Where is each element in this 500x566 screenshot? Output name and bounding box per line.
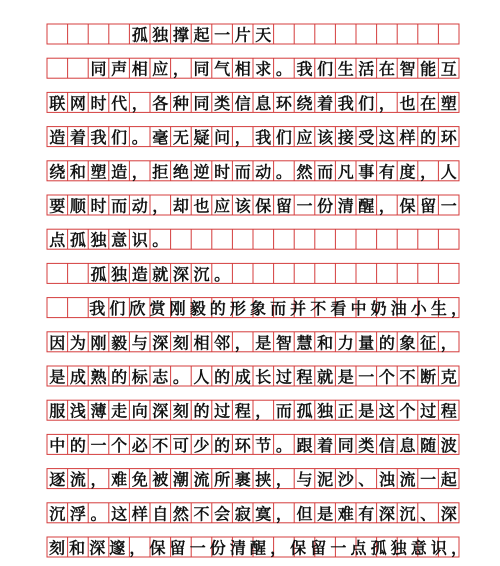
essay-character: 不	[310, 299, 327, 319]
essay-character: 过	[275, 367, 292, 387]
essay-character: 们	[358, 93, 375, 113]
essay-character: 独	[152, 25, 169, 45]
essay-character: 留	[420, 196, 437, 216]
essay-character: 相	[131, 59, 148, 79]
essay-character: ，	[275, 504, 292, 524]
essay-character: 然	[296, 162, 313, 182]
essay-character: 象	[399, 333, 416, 353]
essay-character: ，	[131, 93, 148, 113]
essay-character: 一	[214, 25, 231, 45]
essay-character: 这	[378, 401, 395, 421]
essay-character: 志	[152, 367, 169, 387]
essay-character: 留	[310, 538, 327, 558]
essay-character: 的	[209, 299, 226, 319]
essay-character: 智	[399, 59, 416, 79]
essay-character: 一	[296, 196, 313, 216]
essay-character: 标	[131, 367, 148, 387]
essay-character: 该	[317, 128, 334, 148]
essay-character: 深	[152, 401, 169, 421]
essay-character: 深	[440, 504, 457, 524]
essay-character: 跟	[296, 435, 313, 455]
essay-character: 。	[275, 435, 292, 455]
essay-character: 过	[420, 401, 437, 421]
essay-character: ，	[255, 401, 272, 421]
essay-character: 片	[234, 25, 251, 45]
essay-character: 浊	[378, 470, 395, 490]
essay-character: 塑	[90, 162, 107, 182]
essay-character: 欣	[129, 299, 146, 319]
essay-character: 深	[152, 333, 169, 353]
essay-character: ，	[152, 196, 169, 216]
essay-character: 却	[172, 196, 189, 216]
essay-character: 免	[131, 470, 148, 490]
essay-character: ，	[234, 128, 251, 148]
essay-character: 信	[234, 93, 251, 113]
essay-character: 刻	[172, 333, 189, 353]
essay-character: ，	[450, 538, 467, 558]
essay-character: 沉	[399, 504, 416, 524]
essay-character: 度	[399, 162, 416, 182]
essay-character: 点	[350, 538, 367, 558]
essay-character: 应	[214, 196, 231, 216]
essay-character: 。	[214, 264, 231, 284]
essay-character: 不	[399, 367, 416, 387]
essay-character: 绕	[296, 93, 313, 113]
essay-character: 、	[358, 470, 375, 490]
essay-character: 时	[90, 196, 107, 216]
essay-character: 各	[152, 93, 169, 113]
essay-character: 赏	[149, 299, 166, 319]
essay-character: 孤	[131, 25, 148, 45]
essay-character: 造	[49, 128, 66, 148]
essay-character: 过	[214, 401, 231, 421]
essay-character: 沉	[193, 264, 210, 284]
essay-character: 可	[172, 435, 189, 455]
essay-character: 时	[214, 162, 231, 182]
essay-character: 要	[49, 196, 66, 216]
essay-character: 邻	[214, 333, 231, 353]
essay-character: 有	[378, 162, 395, 182]
essay-character: 人	[440, 162, 457, 182]
essay-character: 网	[69, 93, 86, 113]
essay-character: 泥	[317, 470, 334, 490]
essay-character: 声	[111, 59, 128, 79]
essay-character: 并	[290, 299, 307, 319]
essay-character: 疑	[193, 128, 210, 148]
essay-character: 成	[69, 367, 86, 387]
essay-character: 征	[420, 333, 437, 353]
essay-character: 断	[420, 367, 437, 387]
essay-character: 自	[152, 504, 169, 524]
essay-character: 潮	[172, 470, 189, 490]
essay-character: 而	[234, 162, 251, 182]
essay-character: 保	[255, 196, 272, 216]
essay-character: 动	[255, 162, 272, 182]
essay-character: ，	[131, 162, 148, 182]
essay-character: 相	[193, 333, 210, 353]
essay-character: 而	[111, 196, 128, 216]
essay-character: 同	[90, 59, 107, 79]
essay-character: ，	[378, 196, 395, 216]
essay-character: ，	[440, 333, 457, 353]
essay-character: 有	[358, 504, 375, 524]
essay-character: 难	[111, 470, 128, 490]
essay-character: ，	[129, 538, 146, 558]
essay-character: 保	[399, 196, 416, 216]
essay-character: 一	[440, 196, 457, 216]
essay-character: 我	[337, 93, 354, 113]
essay-character: 刻	[172, 401, 189, 421]
essay-character: 沙	[337, 470, 354, 490]
essay-character: 深	[89, 538, 106, 558]
essay-character: 们	[109, 299, 126, 319]
essay-character: 点	[49, 230, 66, 250]
essay-character: 薄	[90, 401, 107, 421]
essay-character: 浅	[69, 401, 86, 421]
essay-character: 寂	[234, 504, 251, 524]
essay-character: 在	[420, 93, 437, 113]
essay-character: 成	[234, 367, 251, 387]
essay-character: 刻	[49, 538, 66, 558]
essay-character: 着	[317, 435, 334, 455]
essay-character: 油	[390, 299, 407, 319]
essay-character: 事	[358, 162, 375, 182]
essay-character: 留	[169, 538, 186, 558]
essay-character: ，	[90, 470, 107, 490]
essay-character: 。	[275, 59, 292, 79]
essay-character: 程	[234, 401, 251, 421]
essay-character: 时	[90, 93, 107, 113]
essay-character: 和	[69, 538, 86, 558]
essay-character: 量	[358, 333, 375, 353]
essay-character: 求	[255, 59, 272, 79]
essay-character: 慧	[296, 333, 313, 353]
essay-character: 然	[172, 504, 189, 524]
essay-character: 独	[111, 264, 128, 284]
essay-character: 而	[275, 401, 292, 421]
essay-character: 代	[111, 93, 128, 113]
essay-character: 无	[172, 128, 189, 148]
essay-character: 撑	[172, 25, 189, 45]
essay-character: 们	[275, 128, 292, 148]
essay-character: 浮	[69, 504, 86, 524]
essay-character: 应	[296, 128, 313, 148]
essay-character: 类	[214, 93, 231, 113]
essay-character: 孤	[296, 401, 313, 421]
essay-character: 着	[317, 93, 334, 113]
essay-character: 环	[275, 93, 292, 113]
essay-character: 造	[111, 162, 128, 182]
essay-character: 信	[378, 435, 395, 455]
essay-character: 智	[275, 333, 292, 353]
essay-character: 力	[337, 333, 354, 353]
essay-character: 拒	[152, 162, 169, 182]
essay-character: 而	[270, 299, 287, 319]
essay-character: 毅	[111, 333, 128, 353]
essay-character: ，	[378, 93, 395, 113]
essay-character: 意	[111, 230, 128, 250]
essay-character: 能	[420, 59, 437, 79]
essay-character: 保	[290, 538, 307, 558]
essay-character: 塑	[440, 93, 457, 113]
essay-character: ，	[234, 333, 251, 353]
essay-character: 正	[337, 401, 354, 421]
essay-character: 熟	[90, 367, 107, 387]
essay-character: 醒	[249, 538, 267, 558]
essay-character: 是	[358, 401, 375, 421]
essay-character: 就	[152, 264, 169, 284]
essay-character: 互	[440, 59, 457, 79]
essay-character: 同	[193, 59, 210, 79]
essay-character: 一	[90, 435, 107, 455]
essay-character: 我	[89, 299, 106, 319]
essay-character: 。	[275, 162, 292, 182]
essay-character: 的	[111, 367, 128, 387]
essay-character: 的	[193, 401, 210, 421]
essay-character: 保	[149, 538, 166, 558]
essay-character: 毫	[152, 128, 169, 148]
essay-character: 是	[255, 333, 272, 353]
essay-character: 挟	[255, 470, 272, 490]
essay-character: 识	[430, 538, 447, 558]
essay-character: 我	[255, 128, 272, 148]
essay-character: 一	[330, 538, 347, 558]
essay-character: 小	[410, 299, 427, 319]
essay-character: 走	[111, 401, 128, 421]
essay-character: 受	[358, 128, 375, 148]
essay-character: 形	[229, 299, 246, 319]
essay-character: 份	[209, 538, 226, 558]
essay-character: 会	[214, 504, 231, 524]
essay-character: 在	[378, 59, 395, 79]
essay-character: 个	[111, 435, 128, 455]
essay-character: 起	[193, 25, 210, 45]
essay-character: 也	[193, 196, 210, 216]
essay-text	[48, 26, 467, 566]
essay-character: 清	[337, 196, 354, 216]
essay-character: 造	[131, 264, 148, 284]
essay-character: 孤	[370, 538, 387, 558]
essay-character: 凡	[337, 162, 354, 182]
essay-character: 活	[358, 59, 375, 79]
essay-character: 奶	[370, 299, 387, 319]
essay-character: 。	[90, 504, 107, 524]
essay-character: 联	[49, 93, 66, 113]
essay-character: 和	[69, 162, 86, 182]
essay-character: 是	[337, 367, 354, 387]
essay-character: 留	[275, 196, 292, 216]
essay-character: 气	[214, 59, 231, 79]
essay-character: 流	[399, 470, 416, 490]
essay-character: 个	[399, 401, 416, 421]
essay-character: 独	[90, 230, 107, 250]
essay-character: 环	[440, 128, 457, 148]
essay-character: 息	[255, 93, 272, 113]
essay-character: 类	[358, 435, 375, 455]
essay-character: 人	[193, 367, 210, 387]
essay-character: 这	[378, 128, 395, 148]
essay-character: 必	[131, 435, 148, 455]
essay-character: 绝	[172, 162, 189, 182]
essay-character: 的	[214, 435, 231, 455]
essay-character: 刚	[90, 333, 107, 353]
essay-character: 服	[49, 401, 66, 421]
essay-character: 程	[296, 367, 313, 387]
essay-character: 中	[350, 299, 367, 319]
essay-character: 节	[255, 435, 272, 455]
essay-character: 不	[152, 435, 169, 455]
essay-character: ，	[275, 470, 292, 490]
essay-character: 同	[337, 435, 354, 455]
essay-character: 流	[193, 470, 210, 490]
essay-character: 生	[430, 299, 447, 319]
essay-character: 接	[337, 128, 354, 148]
essay-character: 逐	[49, 470, 66, 490]
essay-character: 克	[440, 367, 457, 387]
essay-character: 我	[90, 128, 107, 148]
essay-character: 识	[131, 230, 148, 250]
essay-character: 不	[193, 504, 210, 524]
essay-character: 清	[229, 538, 246, 558]
essay-character: 所	[214, 470, 231, 490]
essay-character: 种	[172, 93, 189, 113]
essay-character: 应	[152, 59, 169, 79]
essay-character: 但	[296, 504, 313, 524]
essay-character: 的	[69, 435, 86, 455]
essay-character: 看	[330, 299, 347, 319]
essay-character: 长	[255, 367, 272, 387]
essay-character: 息	[399, 435, 416, 455]
essay-character: 邃	[109, 538, 126, 558]
essay-character: 孤	[90, 264, 107, 284]
essay-character: 一	[358, 367, 375, 387]
essay-character: 象	[249, 299, 267, 319]
essay-character: 毅	[189, 299, 206, 319]
essay-character: ，	[270, 538, 287, 558]
essay-character: 独	[317, 401, 334, 421]
essay-character: 流	[69, 470, 86, 490]
essay-character: 一	[420, 470, 437, 490]
essay-character: 顺	[69, 196, 86, 216]
essay-character: 。	[152, 230, 169, 250]
essay-character: 起	[440, 470, 457, 490]
essay-character: 天	[255, 25, 272, 45]
essay-character: 也	[399, 93, 416, 113]
essay-character: 样	[131, 504, 148, 524]
essay-character: 深	[172, 264, 189, 284]
essay-character: 的	[378, 333, 395, 353]
essay-character: 逆	[193, 162, 210, 182]
essay-character: 同	[193, 93, 210, 113]
essay-character: 沉	[49, 504, 66, 524]
essay-character: 意	[410, 538, 427, 558]
essay-character: 这	[111, 504, 128, 524]
essay-character: 是	[317, 504, 334, 524]
essay-character: 寞	[255, 504, 272, 524]
essay-character: 而	[317, 162, 334, 182]
essay-character: 的	[420, 128, 437, 148]
essay-character: 难	[337, 504, 354, 524]
essay-character: 与	[296, 470, 313, 490]
essay-character: 被	[152, 470, 169, 490]
essay-character: 。	[131, 128, 148, 148]
essay-character: 我	[296, 59, 313, 79]
essay-character: 该	[234, 196, 251, 216]
essay-character: 深	[378, 504, 395, 524]
essay-character: 就	[317, 367, 334, 387]
essay-character: 着	[69, 128, 86, 148]
essay-character: 为	[69, 333, 86, 353]
essay-character: 波	[440, 435, 457, 455]
essay-character: 是	[49, 367, 66, 387]
essay-character: 中	[49, 435, 66, 455]
essay-character: 与	[131, 333, 148, 353]
essay-character: 们	[111, 128, 128, 148]
essay-character: 的	[214, 367, 231, 387]
essay-character: 绕	[49, 162, 66, 182]
essay-character: ，	[172, 59, 189, 79]
essay-character: 问	[214, 128, 231, 148]
essay-character: 、	[420, 504, 437, 524]
essay-character: 醒	[358, 196, 375, 216]
essay-character: 个	[378, 367, 395, 387]
essay-character: 动	[131, 196, 148, 216]
essay-character: 裹	[234, 470, 251, 490]
essay-character: 生	[337, 59, 354, 79]
essay-character: 刚	[169, 299, 186, 319]
essay-character: 随	[420, 435, 437, 455]
grid-lines	[47, 24, 459, 566]
essay-character: 们	[317, 59, 334, 79]
essay-character: 因	[49, 333, 66, 353]
essay-character: 。	[172, 367, 189, 387]
essay-character: 向	[131, 401, 148, 421]
essay-character: 独	[390, 538, 407, 558]
essay-character: 份	[317, 196, 334, 216]
essay-character: 孤	[69, 230, 86, 250]
essay-character: 少	[193, 435, 210, 455]
essay-character: ，	[450, 299, 467, 319]
essay-character: 样	[399, 128, 416, 148]
essay-character: 和	[317, 333, 334, 353]
essay-character: 程	[440, 401, 457, 421]
essay-character: 环	[234, 435, 251, 455]
essay-character: 一	[189, 538, 206, 558]
essay-character: 相	[234, 59, 251, 79]
essay-character: ，	[420, 162, 437, 182]
